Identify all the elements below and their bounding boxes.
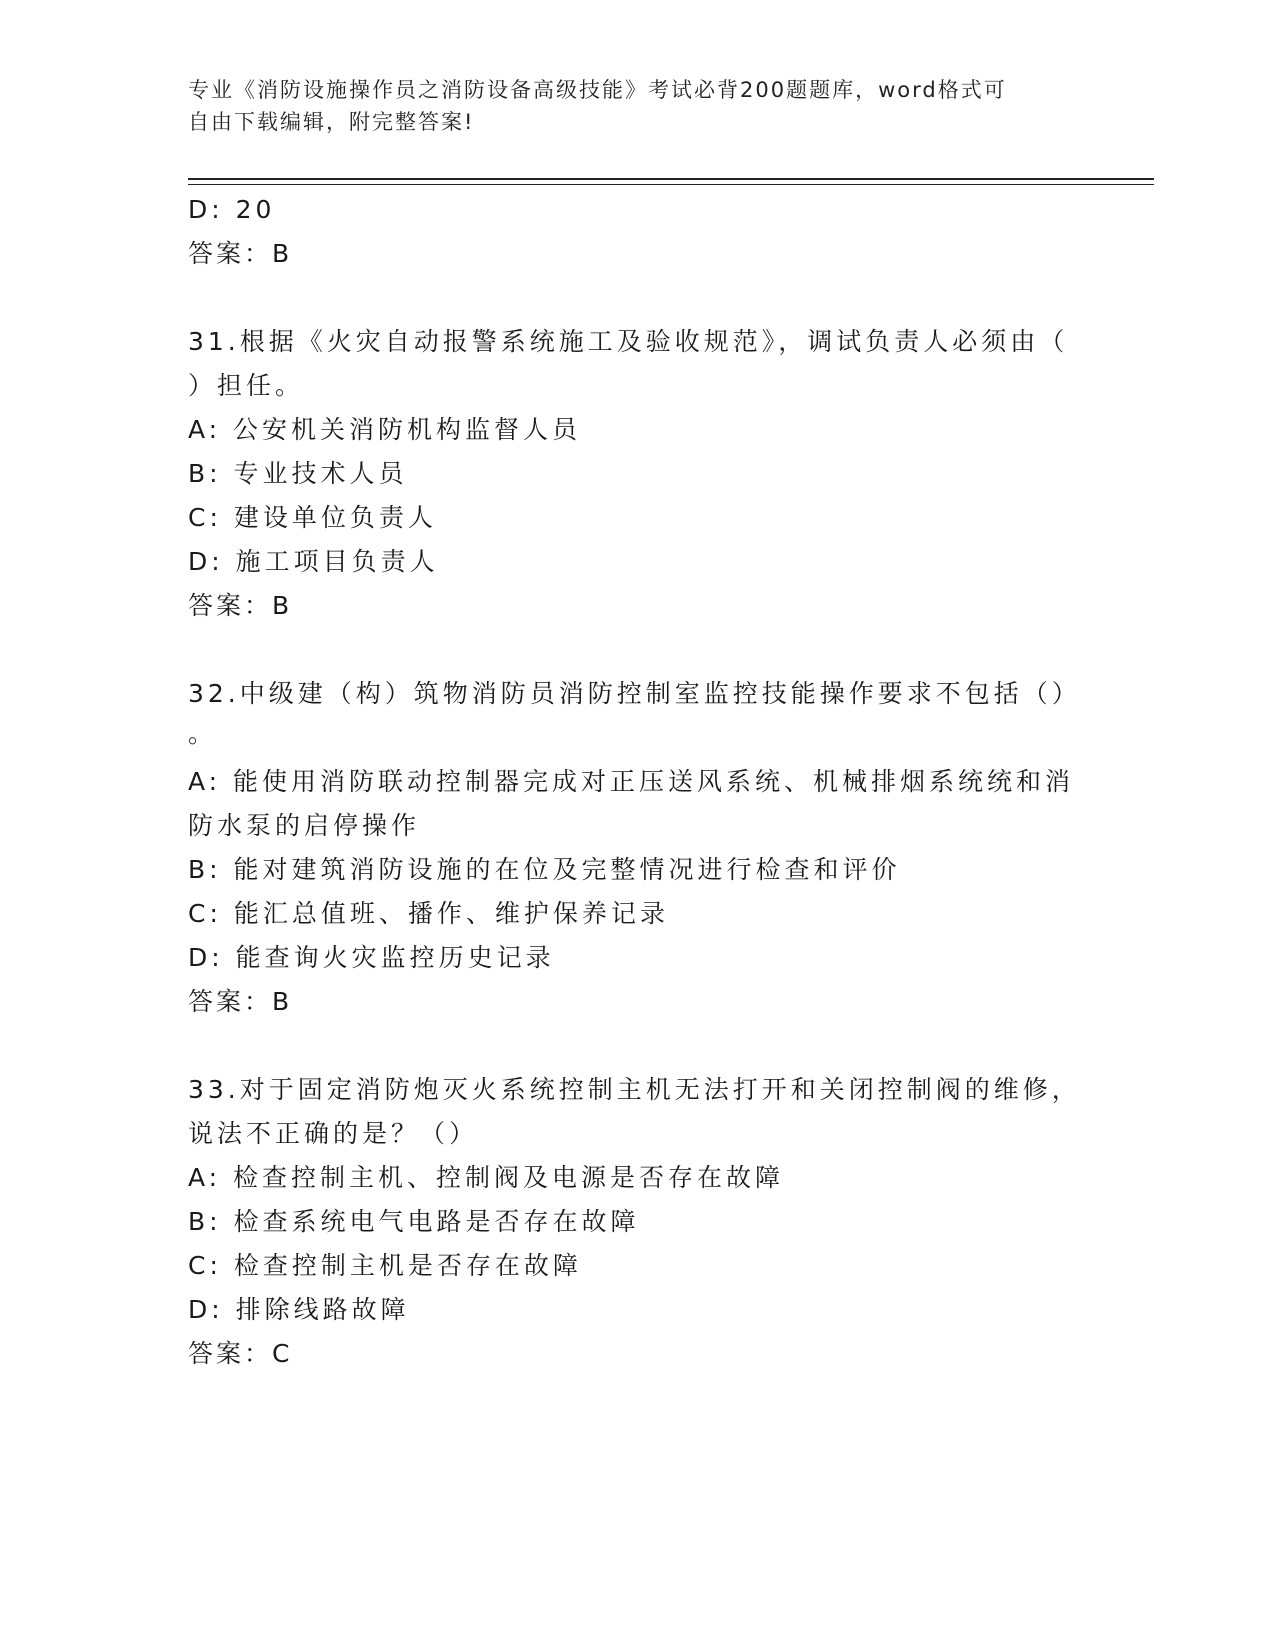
question-32-answer: 答案：B bbox=[188, 987, 293, 1016]
question-31-option-a: A: 公安机关消防机构监督人员 bbox=[188, 415, 582, 444]
question-32-option-b: B: 能对建筑消防设施的在位及完整情况进行检查和评价 bbox=[188, 855, 901, 884]
question-33-option-d: D: 排除线路故障 bbox=[188, 1295, 410, 1324]
question-33-answer: 答案：C bbox=[188, 1339, 293, 1368]
question-33-option-b: B: 检查系统电气电路是否存在故障 bbox=[188, 1207, 640, 1236]
document-header bbox=[188, 74, 1068, 138]
question-31-option-c: C: 建设单位负责人 bbox=[188, 503, 437, 532]
question-32-option-a-line-1: A: 能使用消防联动控制器完成对正压送风系统、机械排烟系统统和消 bbox=[188, 767, 1075, 796]
header-divider-thick bbox=[188, 178, 1154, 180]
question-33-option-a: A: 检查控制主机、控制阀及电源是否存在故障 bbox=[188, 1163, 785, 1192]
question-31-stem-line-1: 31.根据《火灾自动报警系统施工及验收规范》，调试负责人必须由（ bbox=[188, 327, 1069, 356]
question-32-stem-line-1: 32.中级建（构）筑物消防员消防控制室监控技能操作要求不包括（） bbox=[188, 679, 1081, 708]
question-31-stem-line-2: ）担任。 bbox=[188, 371, 305, 400]
question-33-stem-line-1: 33.对于固定消防炮灭火系统控制主机无法打开和关闭控制阀的维修， bbox=[188, 1075, 1081, 1104]
question-33-option-c: C: 检查控制主机是否存在故障 bbox=[188, 1251, 582, 1280]
question-32-option-a-line-2: 防水泵的启停操作 bbox=[188, 811, 421, 840]
prev-option-d: D: 20 bbox=[188, 195, 276, 224]
question-33-stem-line-2: 说法不正确的是？（） bbox=[188, 1119, 479, 1148]
question-32-option-d: D: 能查询火灾监控历史记录 bbox=[188, 943, 555, 972]
prev-answer: 答案：B bbox=[188, 239, 293, 268]
question-31-option-d: D: 施工项目负责人 bbox=[188, 547, 439, 576]
header-line-2: 自由下载编辑，附完整答案! bbox=[188, 110, 475, 134]
header-line-1: 专业《消防设施操作员之消防设备高级技能》考试必背200题题库，word格式可 bbox=[188, 78, 1007, 102]
question-31-option-b: B: 专业技术人员 bbox=[188, 459, 408, 488]
question-31-answer: 答案：B bbox=[188, 591, 293, 620]
question-32-option-c: C: 能汇总值班、播作、维护保养记录 bbox=[188, 899, 669, 928]
header-divider-thin bbox=[188, 184, 1154, 185]
question-32-stem-line-2: 。 bbox=[188, 719, 218, 748]
